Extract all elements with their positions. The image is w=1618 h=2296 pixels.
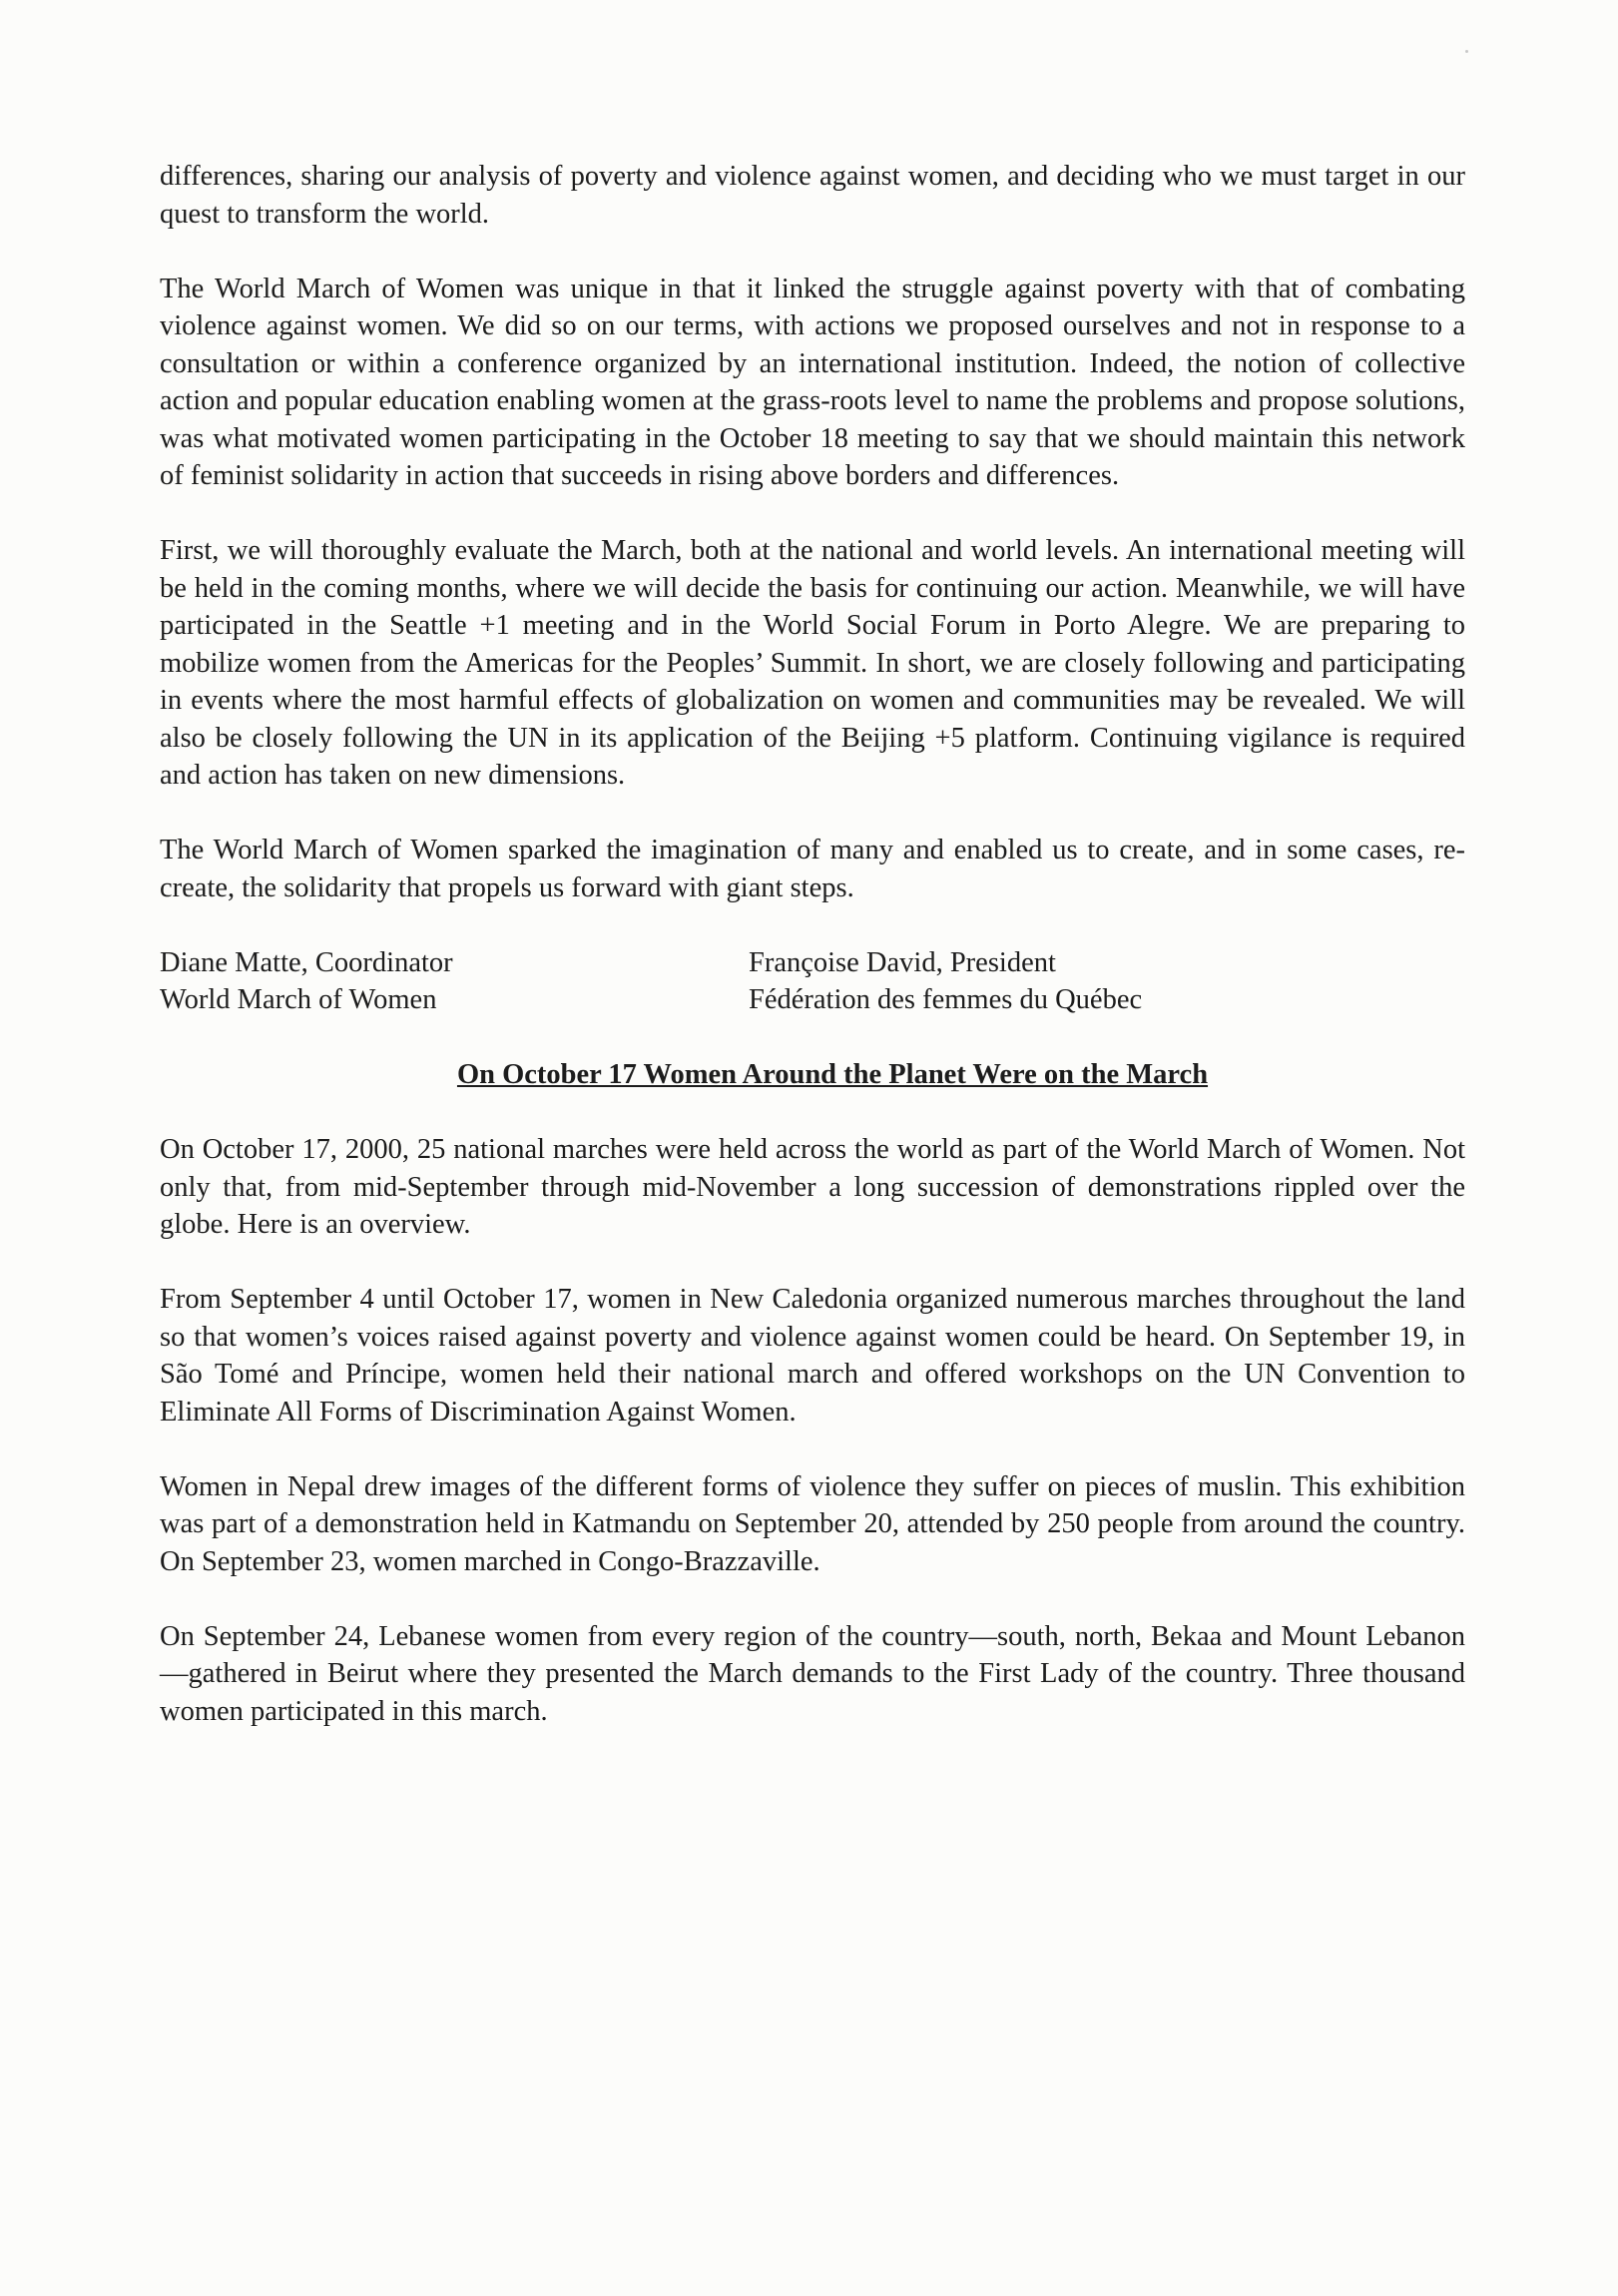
section-heading: On October 17 Women Around the Planet Were on the March [456,1059,1209,1090]
signature-right-name: Françoise David, President [749,946,1056,978]
paragraph-imagination: The World March of Women sparked the imagination of many and enabled us to create, and in some cases, re-create, the solidarity that propels us forward with giant steps. [160,835,1465,903]
signature-block [160,944,1465,1019]
signature-left-organization: World March of Women [160,984,437,1015]
paragraph-october-17: On October 17, 2000, 25 national marches were held across the world as part of the World March of Women. Not only that, from mid-September through mid-November a long succession of demonstrations rippled over the globe. Here is an overview. [160,1134,1465,1240]
paragraph-nepal: Women in Nepal drew images of the different forms of violence they suffer on pieces of muslin. This exhibition was part of a demonstration held in Katmandu on September 20, attended by 250 people from around the country. On September 23, women marched in Congo-Brazzaville. [160,1470,1465,1577]
signature-left [160,944,749,1019]
paragraph-continuation: differences, sharing our analysis of poverty and violence against women, and deciding who we must target in our quest to transform the world. [160,161,1465,230]
paragraph-march-unique: The World March of Women was unique in that it linked the struggle against poverty with that of combating violence against women. We did so on our terms, with actions we proposed ourselves and not in response to a consultation or within a conference organized by an international institution. Indeed, the notion of collective action and popular education enabling women at the grass-roots level to name the problems and propose solutions, was what motivated women participating in the October 18 meeting to say that we should maintain this network of feminist solidarity in action that succeeds in rising above borders and differences. [160,273,1465,491]
paragraph-new-caledonia: From September 4 until October 17, women in New Caledonia organized numerous marches throughout the land so that women’s voices raised against poverty and violence against women could be heard. On September 19, in São Tomé and Príncipe, women held their national march and offered workshops on the UN Convention to Eliminate All Forms of Discrimination Against Women. [160,1284,1465,1428]
signature-right [749,944,1142,1019]
paragraph-evaluation: First, we will thoroughly evaluate the March, both at the national and world levels. An international meeting will be held in the coming months, where we will decide the basis for continuing our action. Meanwhile, we will have participated in the Seattle +1 meeting and in the World Social Forum in Porto Alegre. We are preparing to mobilize women from the Americas for the Peoples’ Summit. In short, we are closely following and participating in events where the most harmful effects of globalization on women and communities may be revealed. We will also be closely following the UN in its application of the Beijing +5 platform. Continuing vigilance is required and action has taken on new dimensions. [160,535,1465,791]
document-page [160,158,1465,1768]
scan-speck [1465,50,1468,53]
paragraph-lebanon: On September 24, Lebanese women from every region of the country—south, north, Bekaa and Mount Lebanon—gathered in Beirut where they presented the March demands to the First Lady of the country. Three thousand women participated in this march. [160,1620,1465,1727]
signature-left-name: Diane Matte, Coordinator [160,946,453,978]
signature-right-organization: Fédération des femmes du Québec [749,984,1143,1015]
